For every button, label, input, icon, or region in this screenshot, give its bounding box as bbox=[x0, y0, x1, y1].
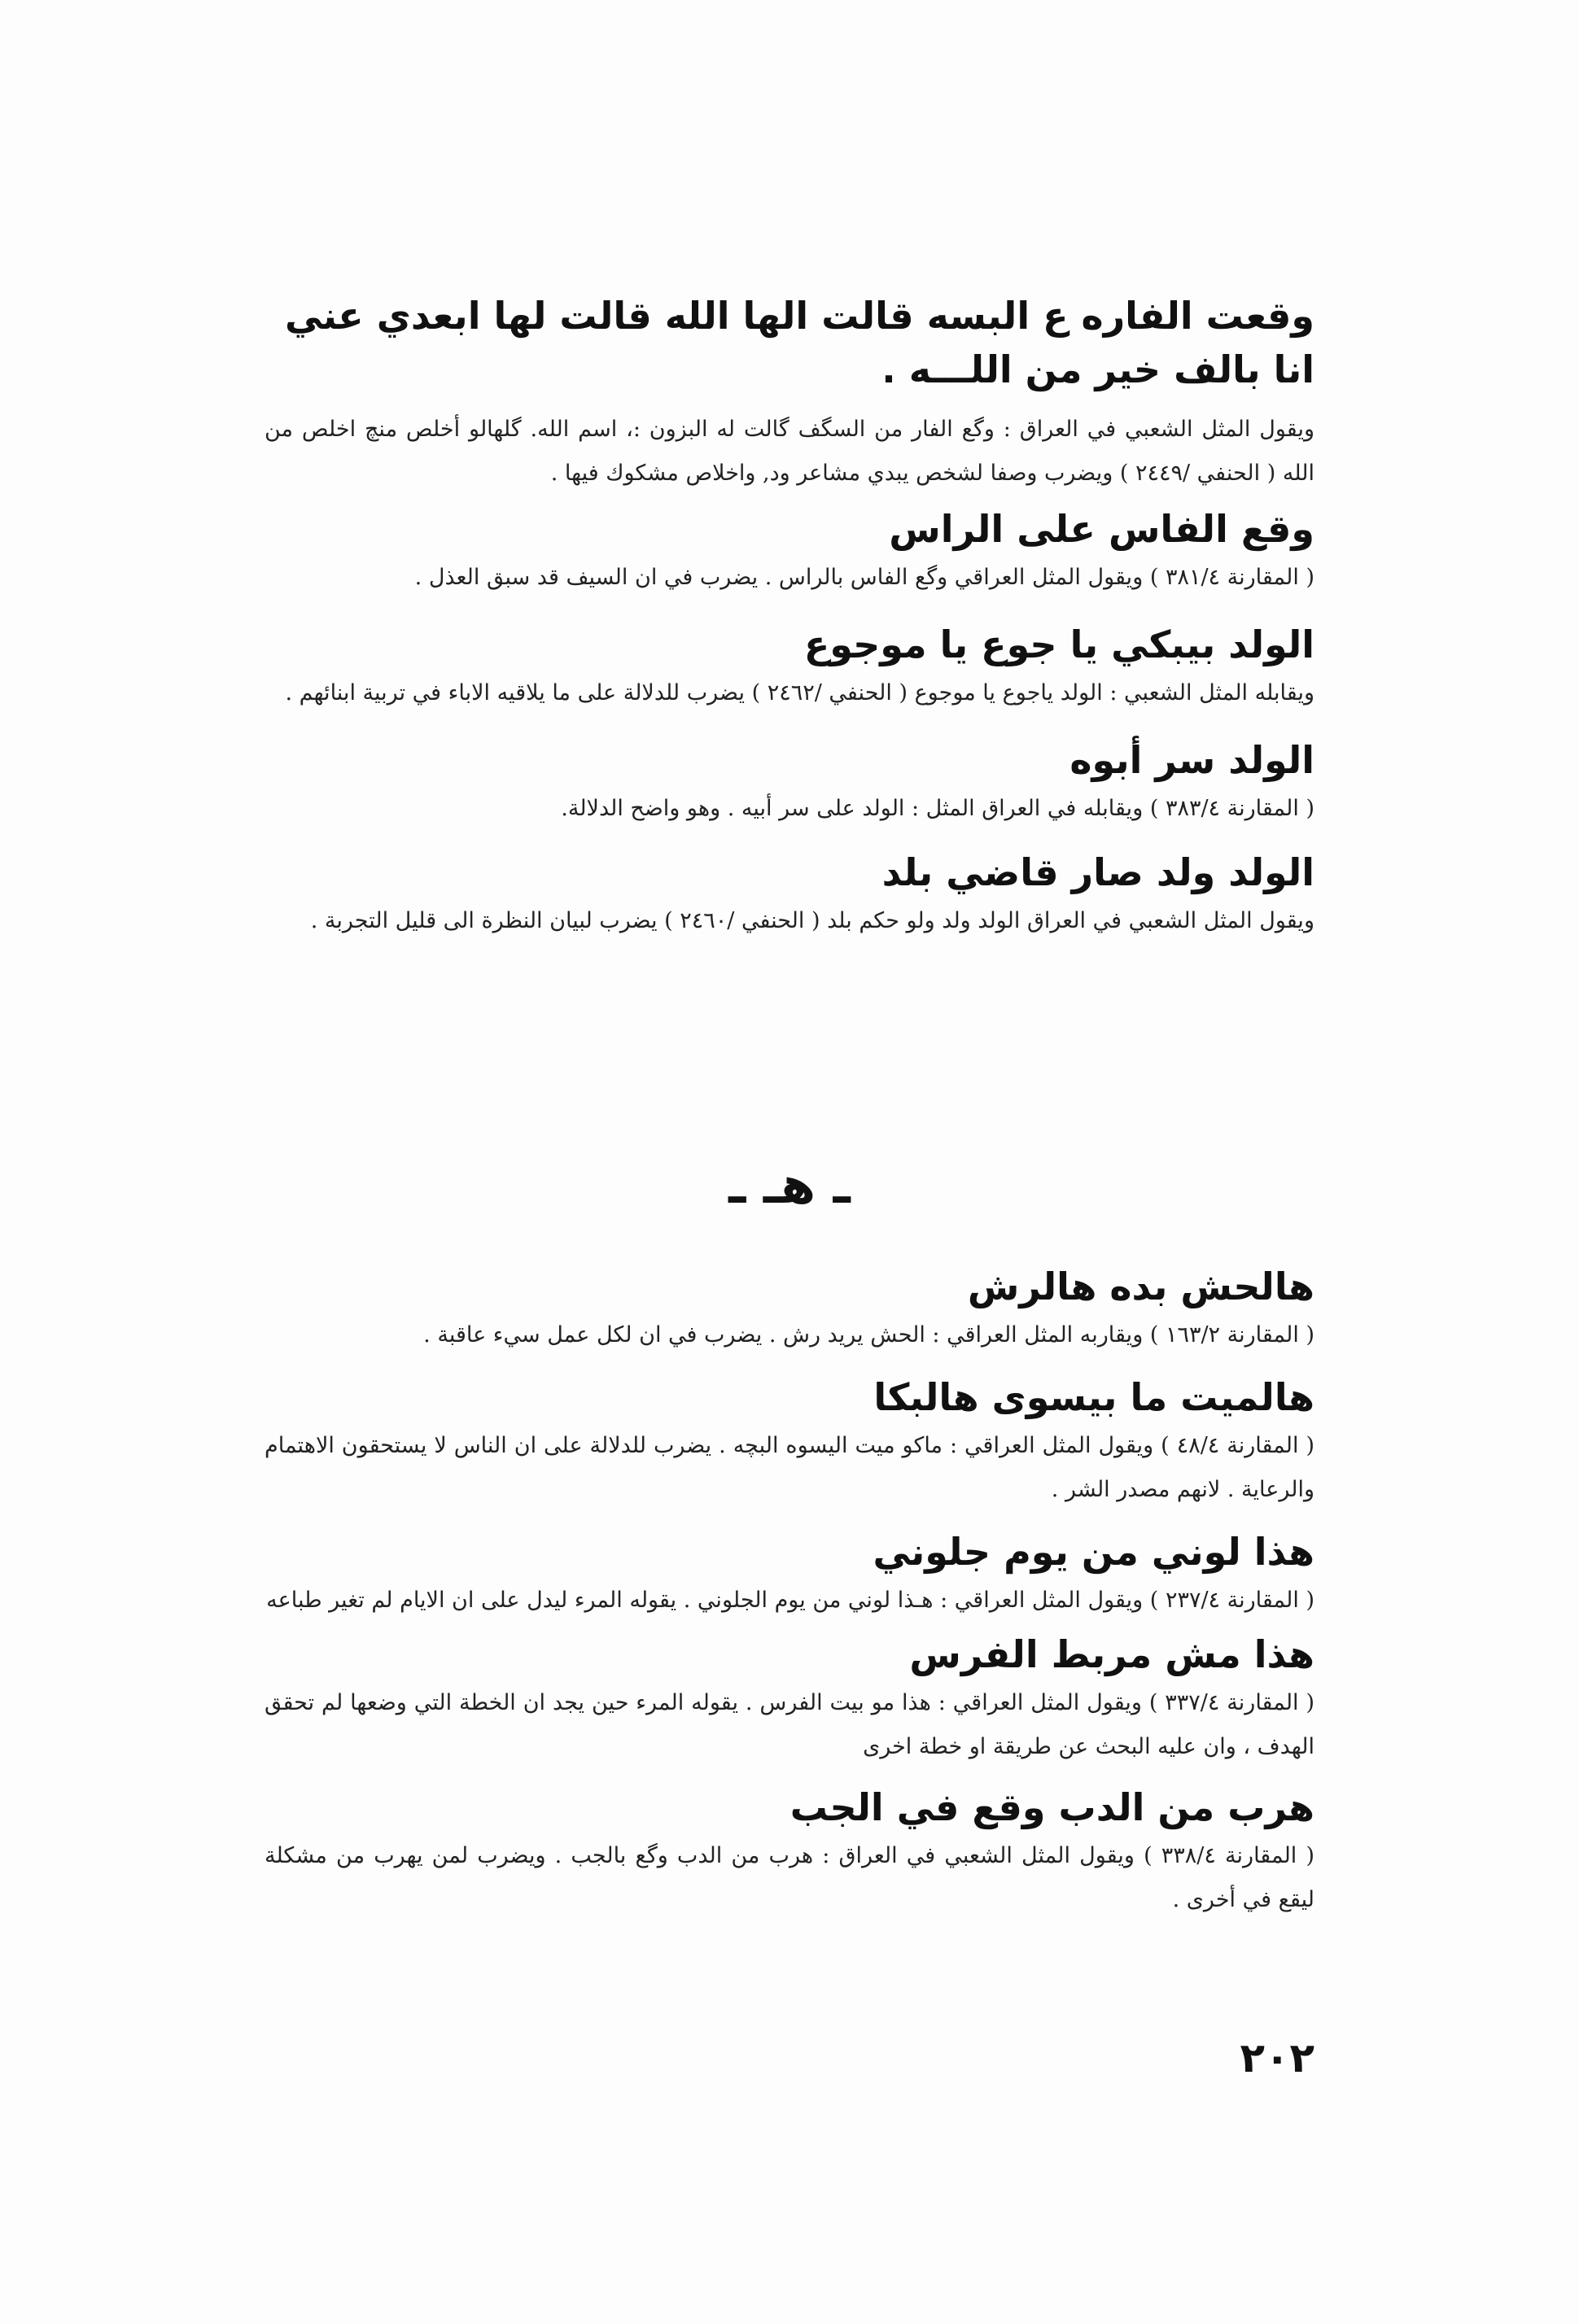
entry-title: هذا مش مربط الفرس bbox=[909, 1632, 1314, 1676]
entry bbox=[265, 1525, 1314, 1623]
entry-title: هرب من الدب وقع في الجب bbox=[790, 1785, 1314, 1829]
entry-title: هالحش بده هالرش bbox=[967, 1265, 1314, 1308]
entry bbox=[265, 502, 1314, 600]
entry-body: ( المقارنة ٣٣٨/٤ ) ويقول المثل الشعبي في العراق : هرب من الدب وگع بالجب . ويضرب لمن يهرب من مشكلة ليقع في أخرى . bbox=[265, 1843, 1315, 1912]
section-letter-heading: ـ هـ ـ bbox=[728, 1155, 851, 1215]
entry bbox=[265, 1780, 1314, 1922]
entries-bottom bbox=[265, 1260, 1314, 1922]
entry bbox=[265, 733, 1314, 831]
entry-body: ويقول المثل الشعبي في العراق الولد ولد ولو حكم بلد ( الحنفي /٢٤٦٠ ) يضرب لبيان النظرة الى قليل التجربة . bbox=[310, 908, 1314, 933]
entry-title: وقعت الفاره ع البسه قالت الها الله قالت لها ابعدي عني انا بالف خير من اللـــه . bbox=[284, 294, 1314, 391]
entry bbox=[265, 1627, 1314, 1769]
entry-title: الولد بيبكي يا جوع يا موجوع bbox=[803, 622, 1314, 666]
entry-body: ( المقارنة ٣٨٣/٤ ) ويقابله في العراق المثل : الولد على سر أبيه . وهو واضح الدلالة. bbox=[561, 796, 1314, 821]
entry bbox=[265, 1260, 1314, 1357]
entry-body: ( المقارنة ٣٣٧/٤ ) ويقول المثل العراقي : هذا مو بيت الفرس . يقوله المرء حين يجد ان الخطة التي وضعها لم تحقق الهدف ، وان عليه البحث عن طريقة او خطة اخرى bbox=[265, 1690, 1315, 1759]
entry-body: ( المقارنة ١٦٣/٢ ) ويقاربه المثل العراقي : الحش يريد رش . يضرب في ان لكل عمل سيء عاقبة . bbox=[423, 1322, 1314, 1348]
entry bbox=[265, 289, 1314, 496]
entry bbox=[265, 618, 1314, 715]
entry-title: هالميت ما بيسوى هالبكا bbox=[873, 1375, 1314, 1419]
entry-title: الولد سر أبوه bbox=[1069, 738, 1314, 782]
page-number: ٢٠٢ bbox=[1240, 2034, 1314, 2082]
entry-body: ( المقارنة ٣٨١/٤ ) ويقول المثل العراقي وگع الفاس بالراس . يضرب في ان السيف قد سبق العذل . bbox=[414, 565, 1314, 590]
entry-title: وقع الفاس على الراس bbox=[889, 507, 1314, 551]
entry-body: ويقابله المثل الشعبي : الولد ياجوع يا موجوع ( الحنفي /٢٤٦٢ ) يضرب للدلالة على ما يلاقيه الاباء في تربية ابنائهم . bbox=[285, 680, 1314, 706]
entry-body: ( المقارنة ٢٣٧/٤ ) ويقول المثل العراقي : هـذا لوني من يوم الجلوني . يقوله المرء ليدل على ان الايام لم تغير طباعه bbox=[266, 1588, 1314, 1613]
entry-body: ويقول المثل الشعبي في العراق : وگع الفار من السگف گالت له البزون :، اسم الله. گلهالو أخلص منچ اخلص من الله ( الحنفي /٢٤٤٩ ) ويضرب وصفا لشخص يبدي مشاعر ود, واخلاص مشكوك فيها . bbox=[265, 417, 1314, 486]
entry bbox=[265, 845, 1314, 943]
entries-top bbox=[265, 289, 1314, 943]
entry-body: ( المقارنة ٤٨/٤ ) ويقول المثل العراقي : ماكو ميت اليسوه البچه . يضرب للدلالة على ان الناس لا يستحقون الاهتمام والرعاية . لانهم مصدر الشر . bbox=[265, 1433, 1314, 1502]
entry-title: الولد ولد صار قاضي بلد bbox=[881, 850, 1314, 894]
entry-title: هذا لوني من يوم جلوني bbox=[873, 1530, 1314, 1574]
entry bbox=[265, 1370, 1314, 1512]
